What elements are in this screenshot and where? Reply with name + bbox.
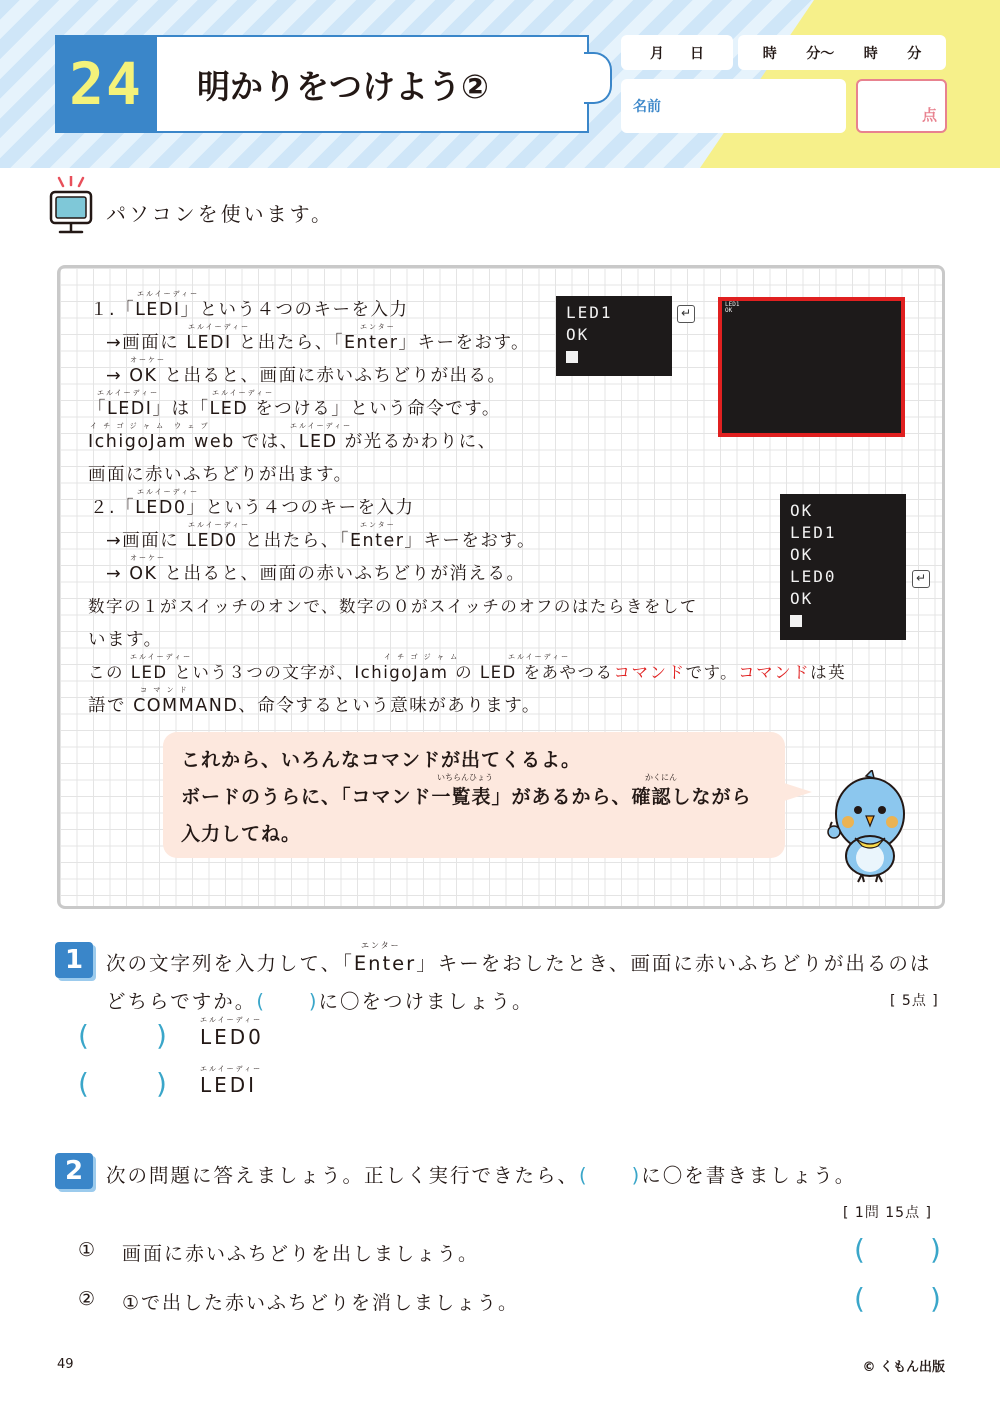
enter-key-icon: ↵	[677, 305, 695, 323]
start-hour-label: 時	[762, 45, 777, 62]
day-label: 日	[690, 45, 704, 62]
score-field[interactable]	[856, 79, 947, 133]
lesson-line: IchigoJam web では、LED が光るかわりに、	[88, 432, 497, 452]
lesson-line	[88, 659, 846, 683]
ruby: オーケー	[130, 356, 166, 364]
answer-paren-open[interactable]: (	[78, 1067, 89, 1100]
ruby: エルイーディー	[97, 389, 160, 397]
terminal-output-1	[556, 296, 672, 376]
terminal-line: LED0	[790, 567, 837, 586]
ruby: エルイーディー	[137, 488, 200, 496]
answer-paren-open[interactable]: (	[854, 1282, 865, 1315]
lesson-line: います。	[88, 630, 163, 650]
computer-icon	[46, 176, 96, 238]
answer-paren-close[interactable]: )	[156, 1019, 167, 1052]
q1-points: [ 5点 ]	[890, 993, 939, 1009]
q1-text: に〇をつけましょう。	[318, 990, 534, 1013]
ruby: エルイーディー	[137, 290, 200, 298]
ruby: エルイーディー	[508, 653, 571, 661]
ruby: エンター	[360, 323, 396, 331]
q2-points: [ 1問 15点 ]	[843, 1205, 932, 1221]
ruby: エルイーディー	[188, 521, 251, 529]
command-keyword: コマンド	[738, 663, 811, 682]
terminal-line: OK	[790, 545, 814, 564]
name-label: 名前	[633, 99, 661, 115]
ruby: エルイーディー	[212, 389, 275, 397]
screen-text	[725, 302, 739, 314]
answer-paren-close[interactable]: )	[156, 1067, 167, 1100]
line-text: は英	[810, 663, 847, 682]
ruby: イ チ ゴ ジ ャ ム ウ ェ ブ	[90, 422, 210, 430]
ruby: エルイーディー	[130, 653, 193, 661]
page-number: 49	[57, 1357, 74, 1372]
name-field[interactable]	[621, 79, 846, 133]
ruby: かくにん	[645, 773, 677, 782]
lesson-line: 数字の１がスイッチのオンで、数字の０がスイッチのオフのはたらきをして	[88, 597, 698, 616]
start-minute-label: 分〜	[806, 45, 835, 62]
bubble-line: 入力してね。	[181, 823, 302, 845]
screen-line: LED1	[725, 301, 740, 308]
lesson-line: →画面に LEDI と出たら、「Enter」キーをおす。	[106, 333, 531, 353]
end-minute-label: 分	[907, 45, 922, 62]
lesson-line: → OK と出ると、画面に赤いふちどりが出る。	[106, 366, 507, 386]
title-box	[157, 35, 589, 133]
answer-paren-close[interactable]: )	[930, 1282, 941, 1315]
command-keyword: コマンド	[613, 663, 686, 682]
terminal-line: OK	[790, 501, 814, 520]
question-2-text	[106, 1160, 856, 1188]
time-field[interactable]	[738, 35, 946, 70]
terminal-cursor	[566, 351, 578, 363]
line-text: この LED という３つの文字が、IchigoJam の LED をあやつる	[88, 663, 614, 682]
speech-bubble-tail	[784, 783, 812, 801]
question-1-text-line2	[106, 986, 534, 1014]
lesson-line: １.「LEDI」という４つのキーを入力	[90, 300, 409, 320]
month-label: 月	[650, 45, 664, 62]
lesson-line: 語で COMMAND、命令するという意味があります。	[88, 696, 541, 716]
ruby: エルイーディー	[200, 1065, 263, 1073]
title-tab-decoration	[584, 52, 612, 104]
ruby: エルイーディー	[188, 323, 251, 331]
lesson-number-block	[55, 35, 157, 133]
page-title: 明かりをつけよう②	[197, 66, 489, 106]
q1-text: どちらですか。	[106, 990, 257, 1013]
question-1-text: 次の文字列を入力して、「Enter」キーをおしたとき、画面に赤いふちどりが出るのは	[106, 952, 932, 975]
enter-key-icon: ↵	[912, 570, 930, 588]
ruby: オーケー	[130, 554, 166, 562]
lesson-line: → OK と出ると、画面の赤いふちどりが消える。	[106, 564, 526, 584]
answer-paren-open[interactable]: (	[854, 1233, 865, 1266]
lesson-number: 24	[69, 50, 143, 118]
question-1-number: 1	[55, 942, 93, 978]
ruby: エンター	[361, 941, 401, 950]
lesson-line: ２.「LED0」という４つのキーを入力	[90, 498, 415, 518]
ruby: コ マ ン ド	[140, 686, 189, 694]
terminal-output-2	[780, 494, 906, 640]
subquestion-mark: ①	[78, 1239, 98, 1261]
answer-paren-open[interactable]: (	[78, 1019, 89, 1052]
answer-paren-inline: ( )	[579, 1164, 642, 1187]
subquestion-mark: ②	[78, 1288, 98, 1310]
terminal-cursor	[790, 615, 802, 627]
q2-text: 次の問題に答えましょう。正しく実行できたら、	[106, 1164, 580, 1187]
score-unit-label: 点	[921, 106, 937, 124]
date-field[interactable]	[621, 35, 733, 70]
intro-text: パソコンを使います。	[106, 202, 334, 226]
ruby: エルイーディー	[200, 1016, 263, 1024]
ruby: イ チ ゴ ジ ャ ム	[384, 653, 460, 661]
lesson-line: 「LEDI」は「LED をつける」という命令です。	[88, 399, 501, 419]
bubble-line: ボードのうらに、「コマンド一覧表」があるから、確認しながら	[181, 786, 752, 808]
bubble-line: これから、いろんなコマンドが出てくるよ。	[181, 749, 582, 771]
bird-mascot-icon	[822, 770, 912, 884]
terminal-line: OK	[566, 325, 590, 344]
line-text: です。	[685, 663, 739, 682]
question-2-number: 2	[55, 1153, 93, 1189]
subquestion-text: ①で出した赤いふちどりを消しましょう。	[122, 1292, 520, 1314]
lesson-line: →画面に LED0 と出たら、「Enter」キーをおす。	[106, 531, 537, 551]
terminal-line: LED1	[566, 303, 613, 322]
q2-text: に〇を書きましょう。	[641, 1164, 857, 1187]
lesson-line: 画面に赤いふちどりが出ます。	[88, 465, 353, 485]
copyright: © くもん出版	[862, 1360, 945, 1375]
ruby: いちらんひょう	[437, 773, 493, 782]
subquestion-text: 画面に赤いふちどりを出しましょう。	[122, 1243, 480, 1265]
ruby: エルイーディー	[290, 422, 353, 430]
answer-paren-close[interactable]: )	[930, 1233, 941, 1266]
answer-paren-inline: ( )	[256, 990, 319, 1013]
end-hour-label: 時	[863, 45, 878, 62]
ruby: エンター	[360, 521, 396, 529]
option-led1: LEDI	[200, 1073, 258, 1097]
option-led0: LED0	[200, 1025, 264, 1049]
terminal-line: OK	[790, 589, 814, 608]
screen-line: OK	[725, 307, 733, 314]
terminal-line: LED1	[790, 523, 837, 542]
red-border-screen	[718, 297, 905, 437]
